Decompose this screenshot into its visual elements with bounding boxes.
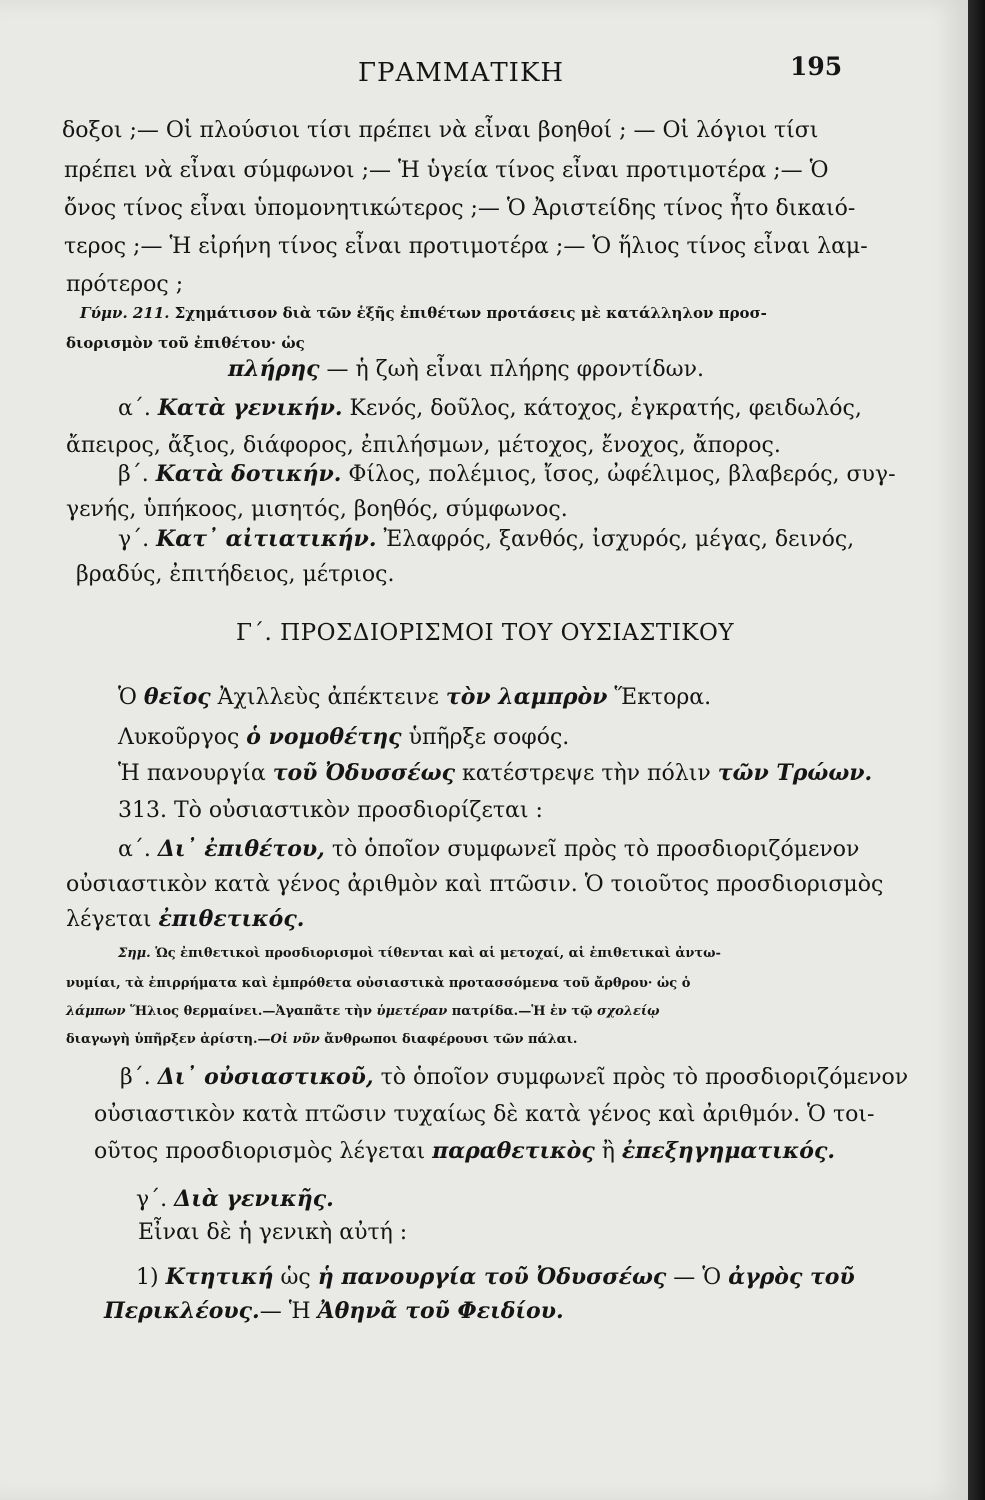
- example-text: Ἡ πανουργία: [118, 761, 273, 786]
- rule-c-line1: Εἶναι δὲ ἡ γενικὴ αὐτή :: [138, 1220, 408, 1245]
- item-c: [118, 526, 854, 553]
- item-label: Δι᾽ οὐσιαστικοῦ,: [157, 1064, 374, 1090]
- example-text: ὑπῆρξε σοφός.: [401, 725, 570, 750]
- example-text: Ἕκτορα.: [607, 685, 712, 710]
- item-c-line2: βραδύς, ἐπιτήδειος, μέτριος.: [76, 562, 395, 587]
- item-text: Ἐλαφρός, ξανθός, ἰσχυρός, μέγας, δεινός,: [383, 527, 855, 552]
- example-rest: — ἡ ζωὴ εἶναι πλήρης φροντίδων.: [326, 357, 704, 382]
- example-emphasis: τῶν Τρώων.: [717, 760, 873, 786]
- item-label: Κατὰ γενικήν.: [157, 395, 343, 421]
- para-line: πρότερος ;: [66, 272, 184, 297]
- note-text: πατρίδα.—Ἡ ἐν τῷ: [447, 1004, 598, 1019]
- item-number: γ΄.: [118, 527, 150, 552]
- item-emphasis: παραθετικὸς: [432, 1138, 595, 1164]
- note-line-1: [118, 946, 721, 962]
- note-label: Σημ.: [118, 946, 151, 961]
- rule-313-intro: 313. Τὸ οὐσιαστικὸν προσδιορίζεται :: [118, 798, 543, 823]
- item-text: ὡς: [273, 1265, 318, 1290]
- item-number: 1): [136, 1265, 159, 1290]
- item-emphasis: ἡ πανουργία τοῦ Ὀδυσσέως: [317, 1264, 667, 1290]
- item-b-line2: γενής, ὑπήκοος, μισητός, βοηθός, σύμφωνος.: [66, 497, 568, 522]
- item-label: Κτητική: [165, 1264, 274, 1290]
- item-emphasis: ἀγρὸς τοῦ: [728, 1264, 855, 1290]
- note-text: Ἥλιος θερμαίνει.—Ἀγαπᾶτε τὴν: [125, 1004, 377, 1019]
- example-text: κατέστρεψε τὴν πόλιν: [455, 761, 718, 786]
- item-text: ἢ: [594, 1139, 622, 1164]
- item-emphasis: ἐπεξηγηματικός.: [621, 1138, 836, 1164]
- example-line-3: [118, 760, 872, 787]
- item-a: [118, 395, 862, 422]
- item-label: Κατὰ δοτικήν.: [155, 461, 342, 487]
- note-text: Ὡς ἐπιθετικοὶ προσδιορισμοὶ τίθενται καὶ αἱ μετοχαί, αἱ ἐπιθετικαὶ ἀντω-: [155, 946, 721, 961]
- section-heading: Γ΄. ΠΡΟΣΔΙΟΡΙΣΜΟΙ ΤΟΥ ΟΥΣΙΑΣΤΙΚΟΥ: [236, 620, 735, 646]
- rule-313-a: [118, 836, 859, 863]
- item-text: Φίλος, πολέμιος, ἴσος, ὠφέλιμος, βλαβερός, συγ-: [348, 462, 896, 487]
- rule-b: [120, 1064, 908, 1091]
- rule-313-a-line3: [66, 906, 304, 933]
- running-header: ΓΡΑΜΜΑΤΙΚΗ: [358, 58, 565, 88]
- example-emphasis: θεῖος: [143, 684, 211, 710]
- note-line-4: [66, 1032, 577, 1048]
- item-b: [118, 461, 896, 488]
- item-number: α΄.: [118, 837, 151, 862]
- rule-c: [136, 1186, 334, 1213]
- rule-b-line2: οὐσιαστικὸν κατὰ πτῶσιν τυχαίως δὲ κατὰ γένος καὶ ἀριθμόν. Ὁ τοι-: [94, 1102, 875, 1127]
- item-text: — Ὁ: [666, 1265, 729, 1290]
- example-word: πλήρης: [228, 356, 320, 382]
- item-text: λέγεται: [66, 907, 159, 932]
- exercise-211-line: διορισμὸν τοῦ ἐπιθέτου· ὡς: [66, 334, 305, 352]
- item-number: γ΄.: [136, 1187, 168, 1212]
- item-label: Διὰ γενικῆς.: [174, 1186, 334, 1212]
- note-text: διαγωγὴ ὑπῆρξεν ἀρίστη.—: [66, 1032, 271, 1047]
- note-line-2: νυμίαι, τὰ ἐπιρρήματα καὶ ἐμπρόθετα οὐσιαστικὰ προτασσόμενα τοῦ ἄρθρου· ὡς ὁ: [66, 976, 691, 991]
- item-text: τὸ ὁποῖον συμφωνεῖ πρὸς τὸ προσδιοριζόμενον: [380, 1065, 909, 1090]
- item-a-line2: ἄπειρος, ἄξιος, διάφορος, ἐπιλήσμων, μέτοχος, ἔνοχος, ἄπορος.: [66, 433, 781, 458]
- note-emphasis: λάμπων: [66, 1004, 126, 1019]
- item-number: α΄.: [118, 396, 151, 421]
- exercise-instruction: Σχημάτισον διὰ τῶν ἑξῆς ἐπιθέτων προτάσεις μὲ κατάλληλον προσ-: [174, 304, 767, 322]
- item-label: Δι᾽ ἐπιθέτου,: [157, 836, 325, 862]
- item-emphasis: ἐπιθετικός.: [158, 906, 305, 932]
- page-number: 195: [790, 52, 843, 81]
- example-line-1: [118, 684, 711, 711]
- item-emphasis: Περικλέους.: [104, 1298, 260, 1324]
- note-text: ἄνθρωποι διαφέρουσι τῶν πάλαι.: [319, 1032, 578, 1047]
- page-edge-shadow: [968, 0, 985, 1500]
- item-number: β΄.: [120, 1065, 151, 1090]
- para-line: τερος ;— Ἡ εἰρήνη τίνος εἶναι προτιμοτέρα ;— Ὁ ἥλιος τίνος εἶναι λαμ-: [64, 234, 868, 259]
- rule-313-a-line2: οὐσιαστικὸν κατὰ γένος ἀριθμὸν καὶ πτῶσιν. Ὁ τοιοῦτος προσδιορισμὸς: [66, 872, 884, 897]
- note-emphasis: σχολείῳ: [597, 1004, 660, 1019]
- note-line-3: [66, 1004, 660, 1020]
- example-emphasis: ὁ νομοθέτης: [246, 724, 402, 750]
- example-emphasis: τὸν λαμπρὸν: [445, 684, 608, 710]
- para-line: ὄνος τίνος εἶναι ὑπομονητικώτερος ;— Ὁ Ἀριστείδης τίνος ἦτο δικαιό-: [64, 196, 856, 221]
- example-line-2: [118, 724, 569, 751]
- item-text: Κενός, δοῦλος, κάτοχος, ἐγκρατής, φειδωλός,: [349, 396, 862, 421]
- example-text: Ὁ: [118, 685, 144, 710]
- item-text: τὸ ὁποῖον συμφωνεῖ πρὸς τὸ προσδιοριζόμενον: [331, 837, 860, 862]
- example-text: Ἀχιλλεὺς ἀπέκτεινε: [210, 685, 446, 710]
- item-number: β΄.: [118, 462, 149, 487]
- exercise-example: [228, 356, 704, 383]
- item-text: οῦτος προσδιορισμὸς λέγεται: [94, 1139, 433, 1164]
- rule-b-line3: [94, 1138, 835, 1165]
- rule-c-item-1-line2: [104, 1298, 564, 1325]
- rule-c-item-1: [136, 1264, 855, 1291]
- para-line: δοξοι ;— Οἱ πλούσιοι τίσι πρέπει νὰ εἶναι βοηθοί ; — Οἱ λόγιοι τίσι: [62, 118, 819, 143]
- example-emphasis: τοῦ Ὀδυσσέως: [272, 760, 455, 786]
- note-emphasis: Οἱ νῦν: [270, 1032, 320, 1047]
- item-emphasis: Ἀθηνᾶ τοῦ Φειδίου.: [317, 1298, 564, 1324]
- exercise-211-line: [80, 304, 767, 322]
- item-label: Κατ᾽ αἰτιατικήν.: [156, 526, 377, 552]
- para-line: πρέπει νὰ εἶναι σύμφωνοι ;— Ἡ ὑγεία τίνος εἶναι προτιμοτέρα ;— Ὁ: [64, 158, 829, 183]
- example-text: Λυκοῦργος: [118, 725, 247, 750]
- item-text: — Ἡ: [259, 1299, 318, 1324]
- note-emphasis: ὑμετέραν: [376, 1004, 448, 1019]
- exercise-label: Γύμν. 211.: [80, 304, 170, 322]
